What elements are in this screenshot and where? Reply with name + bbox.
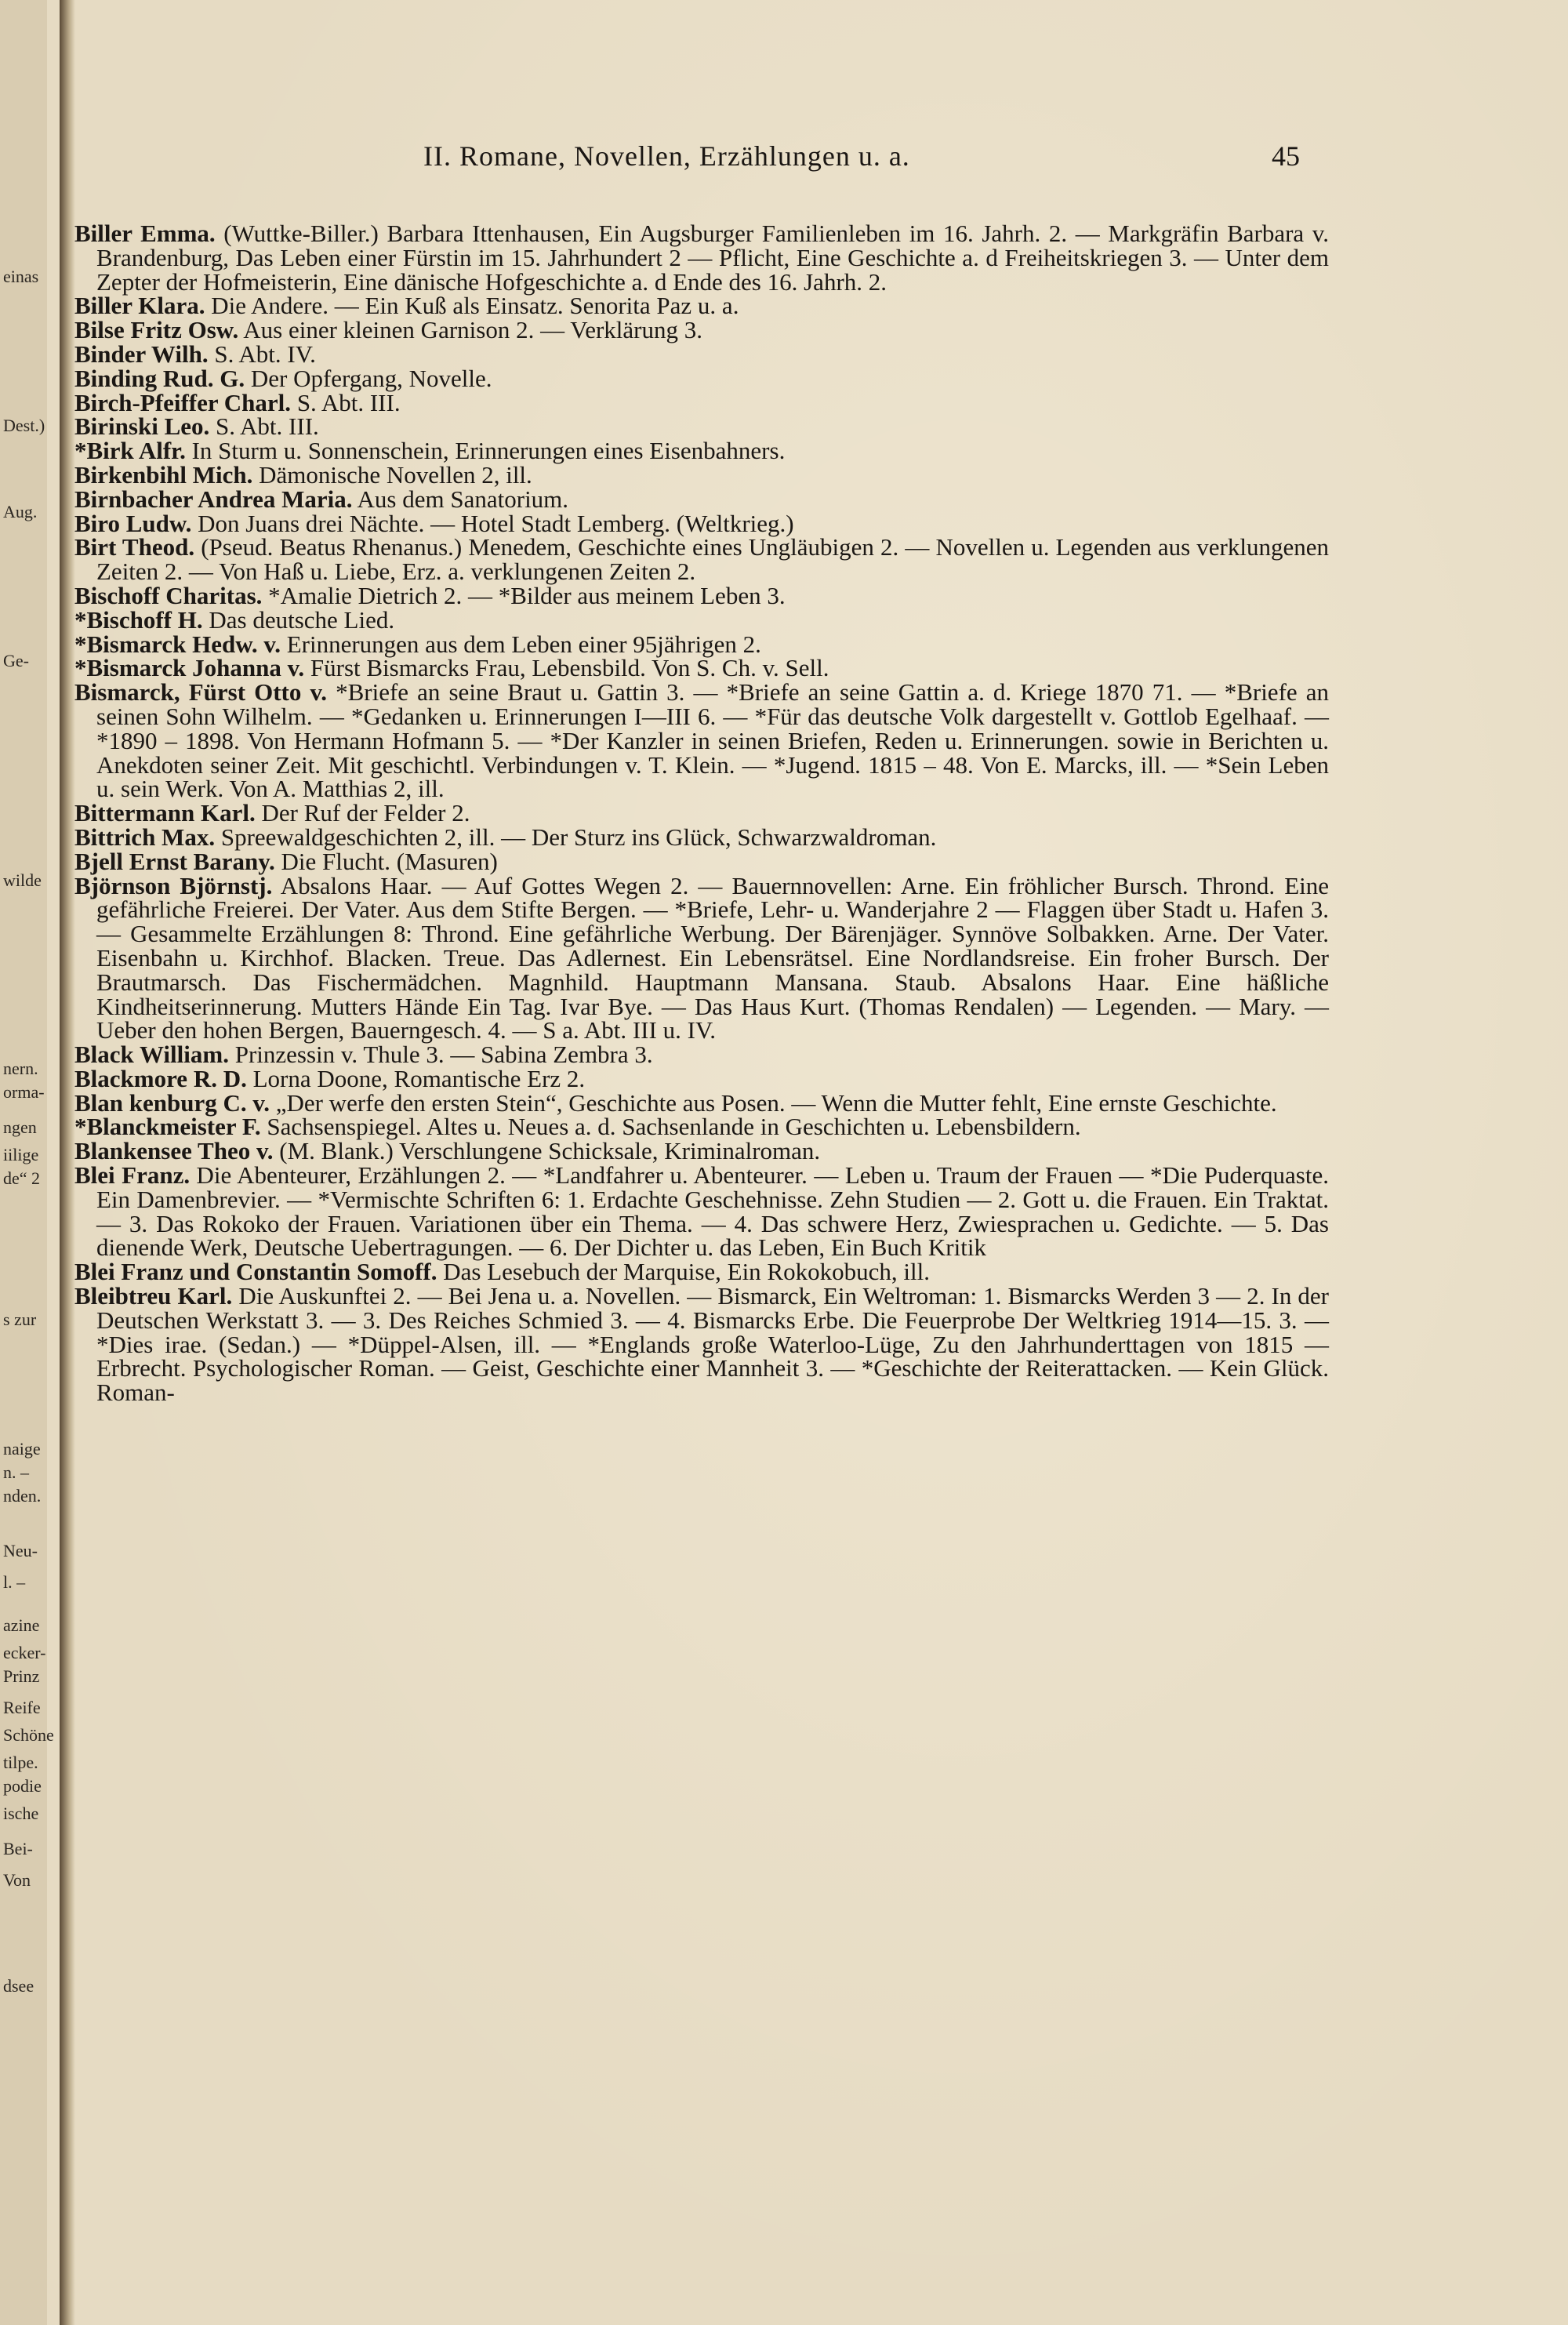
book-gutter	[60, 0, 75, 2325]
margin-fragment: Schöne	[3, 1725, 54, 1745]
entry-text: (Wuttke-Biller.) Barbara Ittenhausen, Ein Augsburger Familienleben im 16. Jahrh. 2. — Markgräfin Barbara v. Brandenburg, Das Leben einer Fürstin im 15. Jahrhundert 2 — Pflicht, Eine Geschichte a. d Freiheitskriegen 3. — Unter dem Zepter der Hofmeisterin, Eine dänische Hofgeschichte a. d Ende des 16. Jahrh. 2.	[96, 220, 1330, 296]
margin-fragment: podie	[3, 1776, 42, 1796]
entry-text: Aus dem Sanatorium.	[357, 485, 569, 513]
bibliography-entry	[74, 533, 1329, 586]
entry-text: In Sturm u. Sonnenschein, Erinnerungen eines Eisenbahners.	[191, 437, 786, 465]
entry-text: Der Ruf der Felder 2.	[261, 799, 470, 827]
author-name: Binding Rud. G.	[74, 364, 245, 392]
bibliography-entry	[74, 1161, 1329, 1262]
bibliography-entry	[74, 1115, 1329, 1139]
page-number: 45	[1272, 140, 1300, 172]
margin-fragment: Bei-	[3, 1839, 33, 1858]
author-name: *Birk Alfr.	[74, 437, 186, 465]
margin-fragment: Neu-	[3, 1541, 38, 1560]
margin-fragment: Prinz	[3, 1666, 40, 1686]
entry-text: Die Auskunftei 2. — Bei Jena u. a. Novellen. — Bismarck, Ein Weltroman: 1. Bismarcks Werden 3 — 2. In der Deutschen Werkstatt 3. — 3. Des Reiches Schmied 3. — 4. Bismarcks Erbe. Die Feuerprobe Der Weltkrieg 1914—15. 3. — *Dies irae. (Sedan.) — *Düppel-Alsen, ill. — *Englands große Waterloo-Lüge, Zu den Jahrhunderttagen von 1815 — Erbrecht. Psychologischer Roman. — Geist, Geschichte einer Mannheit 3. — *Geschichte der Reiterattacken. — Kein Glück. Roman-	[96, 1282, 1329, 1407]
entry-text: *Briefe an seine Braut u. Gattin 3. — *Briefe an seine Gattin a. d. Kriege 1870 71. — *Briefe an seinen Sohn Wilhelm. — *Gedanken u. Erinnerungen I—III 6. — *Für das deutsche Volk dargestellt v. Gottlob Egelhaaf. — *1890 – 1898. Von Hermann Hofmann 5. — *Der Kanzler in seinen Briefen, Reden u. Erinnerungen. sowie in Berichten u. Anekdoten seiner Zeit. Mit geschichtl. Verbindungen v. T. Klein. — *Jugend. 1815 – 48. Von E. Marcks, ill. — *Sein Leben u. sein Werk. Von A. Matthias 2, ill.	[96, 678, 1329, 803]
margin-fragment: wilde	[3, 870, 42, 890]
bibliography-entry	[74, 1260, 1329, 1284]
margin-fragment: naige	[3, 1439, 41, 1459]
bibliography-entry	[74, 318, 1329, 343]
bibliography-entry	[74, 460, 1329, 489]
author-name: Biro Ludw.	[74, 509, 192, 537]
entry-text: Der Opfergang, Novelle.	[250, 364, 492, 392]
bibliography-entry	[74, 509, 1329, 537]
margin-fragment: Ge-	[3, 651, 29, 670]
entry-text: Absalons Haar. — Auf Gottes Wegen 2. — Bauernnovellen: Arne. Ein fröhlicher Bursch. Thrond. Eine gefährliche Freierei. Der Vater. Aus dem Stifte Bergen. — *Briefe, Lehr- u. Wanderjahre 2 — Flaggen über Stadt u. Hafen 3. — Gesammelte Erzählungen 8: Thrond. Eine gefährliche Werbung. Der Bärenjäger. Synnöve Solbakken. Arne. Der Vater. Eisenbahn u. Kirchhof. Blacken. Treue. Das Adlernest. Ein Lebensrätsel. Eine Nordlandsreise. Ein froher Bursch. Der Brautmarsch. Das Fischermädchen. Magnhild. Hauptmann Mansana. Staub. Absalons Haar. Eine häßliche Kindheitserinnerung. Mutters Hände Ein Tag. Ivar Bye. — Das Haus Kurt. (Thomas Rendalen) — Legenden. — Mary. — Ueber den hohen Bergen, Bauerngesch. 4. — S a. Abt. III u. IV.	[96, 871, 1330, 1044]
entry-text: Don Juans drei Nächte. — Hotel Stadt Lemberg. (Weltkrieg.)	[198, 509, 794, 537]
bibliography-entry	[74, 871, 1330, 1044]
bibliography-entry	[74, 847, 1329, 875]
bibliography-entry	[74, 222, 1329, 294]
entry-text: Das Lesebuch der Marquise, Ein Rokokobuch, ill.	[443, 1258, 930, 1286]
entry-text: Sachsenspiegel. Altes u. Neues a. d. Sachsenlande in Geschichten u. Lebensbildern.	[267, 1113, 1081, 1141]
running-title: II. Romane, Novellen, Erzählungen u. a.	[423, 140, 910, 172]
bibliography-entry	[74, 439, 1329, 463]
author-name: Blei Franz und Constantin Somoff.	[74, 1258, 437, 1286]
margin-fragment: l. –	[3, 1572, 26, 1592]
author-name: Blackmore R. D.	[74, 1064, 247, 1092]
author-name: *Bismarck Hedw. v.	[74, 630, 281, 658]
entry-text: S. Abt. III.	[216, 412, 319, 441]
margin-fragment: ische	[3, 1804, 39, 1823]
bibliography-entry	[74, 801, 1329, 826]
running-head	[0, 140, 1568, 179]
author-name: *Bismarck Johanna v.	[74, 654, 305, 682]
entry-text: Erinnerungen aus dem Leben einer 95jährigen 2.	[286, 630, 761, 658]
author-name: Bittrich Max.	[74, 823, 216, 851]
author-name: Blankensee Theo v.	[74, 1137, 274, 1165]
author-name: Binder Wilh.	[74, 340, 209, 368]
author-name: Black William.	[74, 1041, 229, 1069]
margin-fragment: einas	[3, 267, 39, 286]
margin-fragment: Aug.	[3, 502, 38, 521]
margin-fragment: n. –	[3, 1462, 29, 1482]
author-name: Bischoff Charitas.	[74, 581, 263, 609]
author-name: Birt Theod.	[74, 533, 195, 561]
entry-text: Fürst Bismarcks Frau, Lebensbild. Von S. Ch. v. Sell.	[310, 654, 829, 682]
bibliography-entry	[74, 412, 1329, 441]
margin-fragment: dsee	[3, 1976, 34, 1996]
bibliography-entry	[74, 823, 1329, 851]
margin-fragment: azine	[3, 1615, 40, 1635]
entry-text: S. Abt. III.	[296, 388, 401, 416]
margin-fragment: ngen	[3, 1117, 37, 1137]
bibliography-entry	[74, 656, 1329, 681]
margin-fragment: nern.	[3, 1059, 38, 1078]
author-name: Birinski Leo.	[74, 412, 210, 441]
bibliography-entry	[74, 630, 1329, 658]
author-name: Biller Klara.	[74, 292, 205, 320]
margin-fragment: Von	[3, 1870, 31, 1890]
entry-text: S. Abt. IV.	[214, 340, 316, 368]
entry-text: Prinzessin v. Thule 3. — Sabina Zembra 3.	[234, 1041, 653, 1069]
margin-fragment: de“ 2	[3, 1168, 41, 1188]
entry-text: (M. Blank.) Verschlungene Schicksale, Kriminalroman.	[279, 1137, 821, 1165]
bibliography-entry	[74, 1043, 1329, 1067]
author-name: *Blanckmeister F.	[74, 1113, 261, 1141]
author-name: Bleibtreu Karl.	[74, 1282, 233, 1310]
author-name: Bittermann Karl.	[74, 799, 256, 827]
author-name: Blei Franz.	[74, 1161, 191, 1190]
margin-fragment: iilige	[3, 1145, 39, 1164]
bibliography-entry	[74, 485, 1329, 513]
margin-fragment: Dest.)	[3, 416, 45, 435]
entry-text: (Pseud. Beatus Rhenanus.) Menedem, Geschichte eines Ungläubigen 2. — Novellen u. Legenden aus verklungenen Zeiten 2. — Von Haß u. Liebe, Erz. a. verklungenen Zeiten 2.	[96, 533, 1329, 586]
bibliography-entry	[74, 340, 1329, 368]
entry-text: Die Abenteurer, Erzählungen 2. — *Landfahrer u. Abenteurer. — Leben u. Traum der Frauen — *Die Puderquaste. Ein Damenbrevier. — *Vermischte Schriften 6: 1. Erdachte Geschehnisse. Zehn Studien — 2. Gott u. die Frauen. Ein Traktat. — 3. Das Rokoko der Frauen. Variationen über ein Thema. — 4. Das schwere Herz, Zwiesprachen u. Gedichte. — 5. Das dienende Werk, Deutsche Uebertragungen. — 6. Der Dichter u. das Leben, Ein Buch Kritik	[96, 1161, 1329, 1262]
author-name: Bismarck, Fürst Otto v.	[74, 678, 328, 707]
entry-text: Dämonische Novellen 2, ill.	[259, 460, 532, 489]
author-name: Bjell Ernst Barany.	[74, 847, 275, 875]
margin-fragment: tilpe.	[3, 1753, 38, 1772]
bibliography-entry	[74, 1139, 1329, 1164]
entry-text: Lorna Doone, Romantische Erz 2.	[252, 1064, 586, 1092]
author-name: Bilse Fritz Osw.	[74, 316, 239, 344]
author-name: Birch-Pfeiffer Charl.	[74, 388, 292, 416]
margin-fragment: ecker-	[3, 1643, 46, 1662]
author-name: Birkenbihl Mich.	[74, 460, 253, 489]
author-name: Biller Emma.	[74, 220, 216, 247]
entry-text: Die Andere. — Ein Kuß als Einsatz. Senorita Paz u. a.	[211, 292, 739, 320]
entry-text: Spreewaldgeschichten 2, ill. — Der Sturz ins Glück, Schwarzwaldroman.	[220, 823, 937, 851]
author-name: Björnson Björnstj.	[74, 871, 273, 899]
bibliography-entry	[74, 364, 1329, 392]
margin-fragment: orma-	[3, 1082, 45, 1102]
margin-fragment: Reife	[3, 1698, 41, 1717]
bibliography-entry	[74, 605, 1329, 634]
bibliography-entry	[74, 581, 1329, 609]
entry-text: Aus einer kleinen Garnison 2. — Verklärung 3.	[243, 316, 702, 344]
author-name: Birnbacher Andrea Maria.	[74, 485, 353, 513]
bibliography-entry	[74, 294, 1329, 318]
margin-fragment: nden.	[3, 1486, 42, 1506]
bibliography-entry	[74, 388, 1329, 416]
author-name: Blan kenburg C. v.	[74, 1088, 270, 1117]
bibliography-entries	[74, 222, 1329, 1405]
bibliography-entry	[74, 678, 1329, 803]
entry-text: Das deutsche Lied.	[209, 605, 395, 634]
entry-text: „Der werfe den ersten Stein“, Geschichte aus Posen. — Wenn die Mutter fehlt, Eine ernste Geschichte.	[275, 1088, 1277, 1117]
bibliography-entry	[74, 1064, 1329, 1092]
margin-fragment: s zur	[3, 1310, 37, 1329]
bibliography-entry	[74, 1088, 1329, 1117]
bibliography-entry	[74, 1284, 1329, 1405]
entry-text: *Amalie Dietrich 2. — *Bilder aus meinem Leben 3.	[268, 581, 786, 609]
author-name: *Bischoff H.	[74, 605, 203, 634]
entry-text: Die Flucht. (Masuren)	[281, 847, 498, 875]
